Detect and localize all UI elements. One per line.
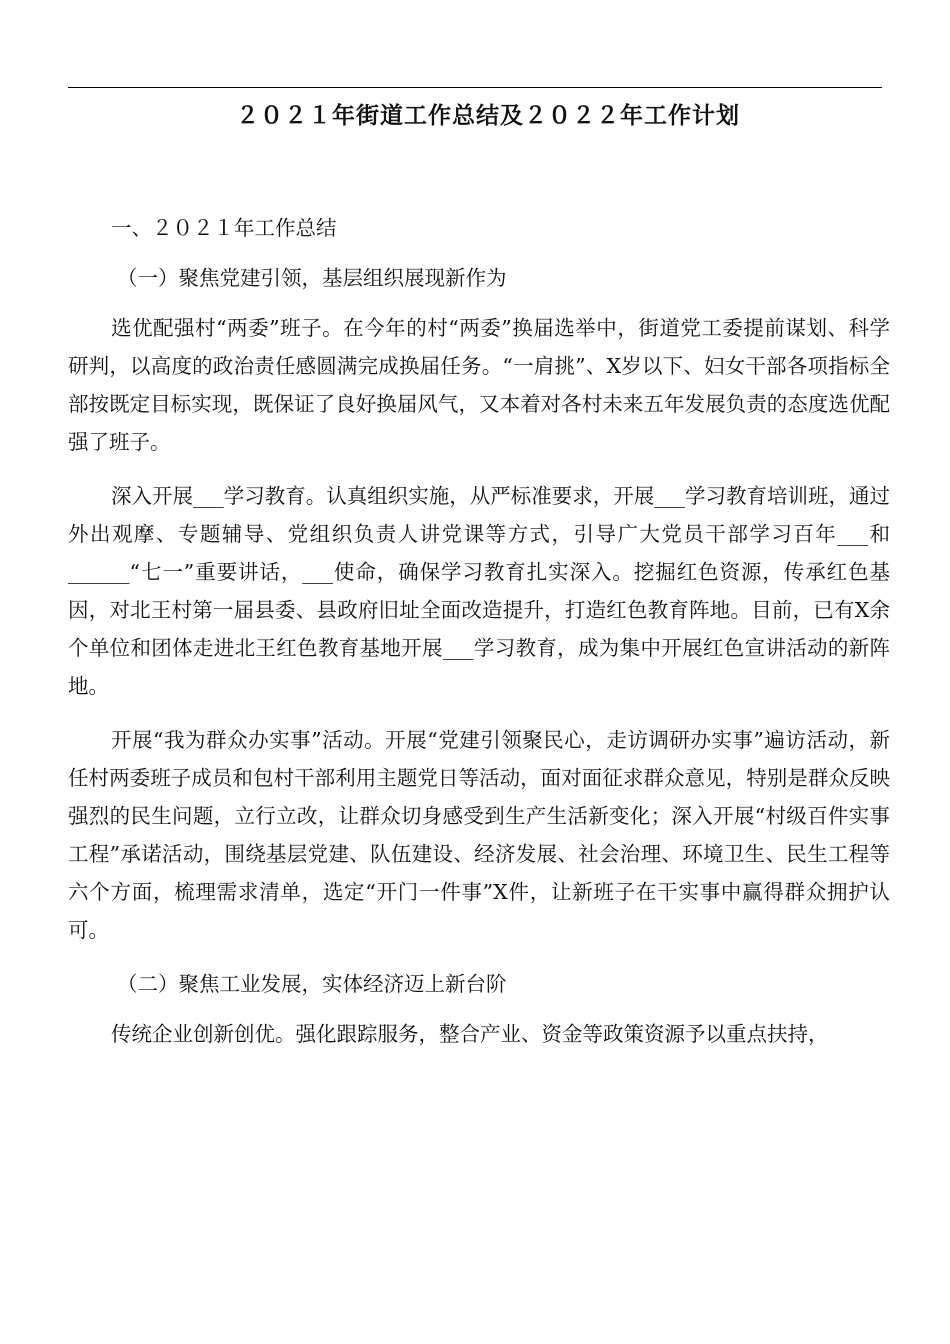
- subsection-heading-2: （二）聚焦工业发展，实体经济迈上新台阶: [117, 972, 507, 996]
- document-body: [68, 209, 890, 1069]
- subsection-heading-1: （一）聚焦党建引领，基层组织展现新作为: [117, 266, 507, 290]
- document-title: ２０２１年街道工作总结及２０２２年工作计划: [236, 103, 740, 129]
- paragraph-1: 选优配强村“两委”班子。在今年的村“两委”换届选举中，街道党工委提前谋划、科学研判，以高度的政治责任感圆满完成换届任务。“一肩挑”、X岁以下、妇女干部各项指标全部按既定目标实现，既保证了良好换届风气，又本着对各村未来五年发展负责的态度选优配强了班子。: [68, 316, 890, 454]
- section-heading-1: 一、２０２１年工作总结: [111, 216, 337, 240]
- paragraph-3: 开展“我为群众办实事”活动。开展“党建引领聚民心，走访调研办实事”遍访活动，新任村两委班子成员和包村干部利用主题党日等活动，面对面征求群众意见，特别是群众反映强烈的民生问题，立行立改，让群众切身感受到生产生活新变化；深入开展“村级百件实事工程”承诺活动，围绕基层党建、队伍建设、经济发展、社会治理、环境卫生、民生工程等六个方面，梳理需求清单，选定“开门一件事”X件，让新班子在干实事中赢得群众拥护认可。: [68, 728, 890, 942]
- paragraph-2: 深入开展___学习教育。认真组织实施，从严标准要求，开展___学习教育培训班，通过外出观摩、专题辅导、党组织负责人讲党课等方式，引导广大党员干部学习百年___和______“七一”重要讲话，___使命，确保学习教育扎实深入。挖掘红色资源，传承红色基因，对北王村第一届县委、县政府旧址全面改造提升，打造红色教育阵地。目前，已有X余个单位和团体走进北王红色教育基地开展___学习教育，成为集中开展红色宣讲活动的新阵地。: [68, 484, 890, 698]
- paragraph-4: 传统企业创新创优。强化跟踪服务，整合产业、资金等政策资源予以重点扶持，: [111, 1022, 829, 1046]
- header-rule: [68, 87, 882, 88]
